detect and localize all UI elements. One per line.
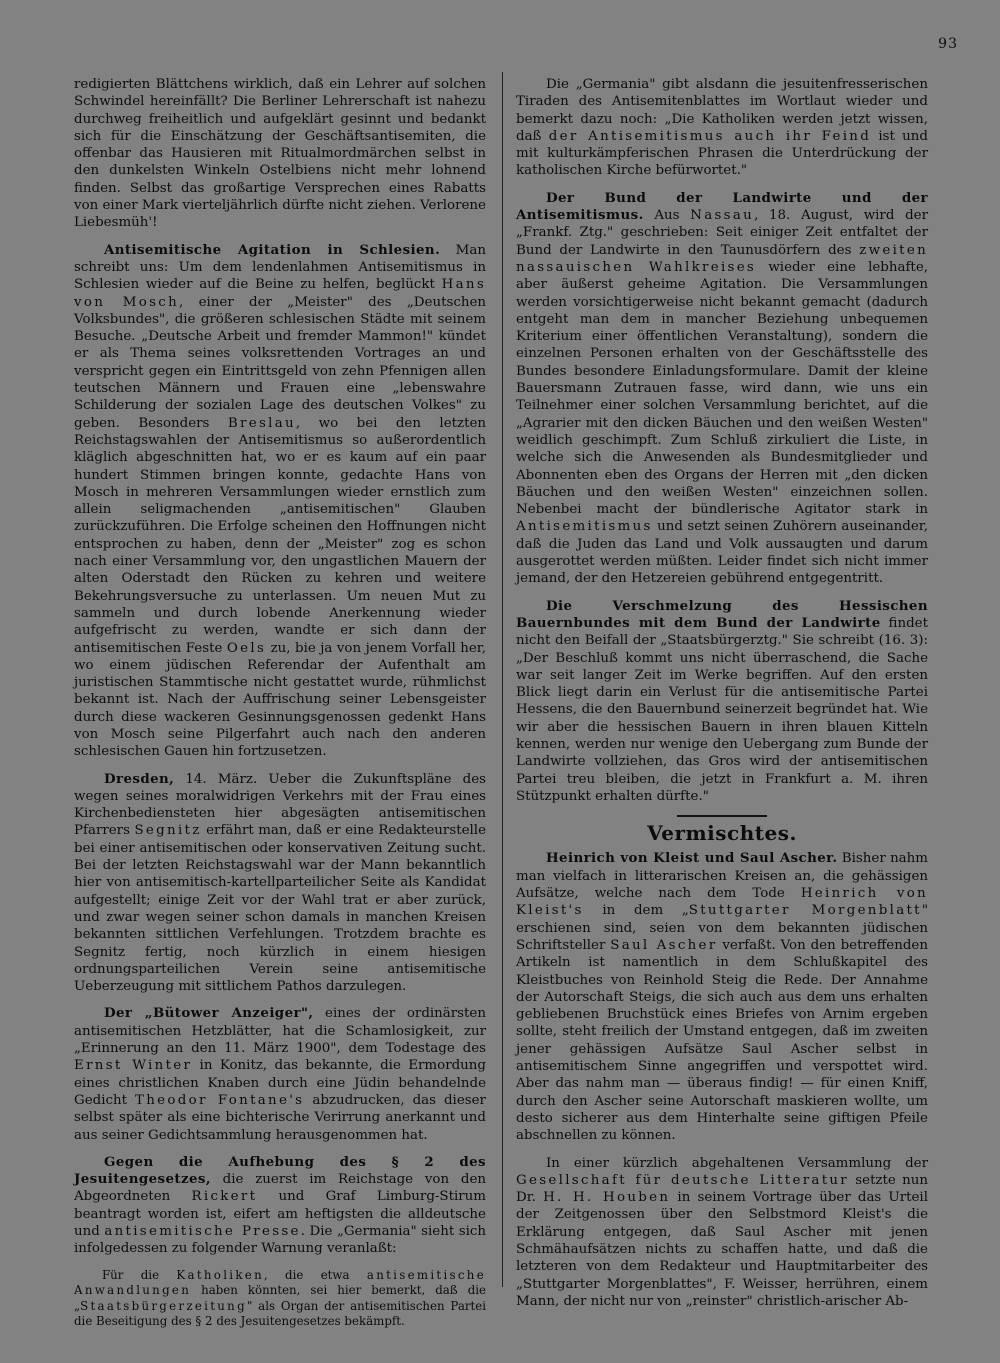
spaced-text: Saul Ascher (610, 937, 718, 953)
spaced-text: Ernst Winter (74, 1058, 193, 1074)
spaced-text: Nassau (690, 208, 755, 224)
left-column (74, 76, 486, 1340)
article-continuation: redigierten Blättchens wirklich, daß ein Lehrer auf solchen Schwindel hereinfällt? Die Berliner Lehrerschaft ist nahezu durchweg freiheitlich und aufgeklärt gesinnt und bedankt sich für die Einschätzung der Geschäftsantisemiten, die offenbar das Hausieren mit Ritualmordmärchen selbst in den dunkelsten Winkeln Ostelbiens nicht mehr lohnend finden. Selbst das großartige Versprechen eines Rabatts von einer Mark vierteljährlich dürfte nicht ziehen. Verlorene Liebesmüh'! (74, 77, 486, 231)
article-heading: Gegen die Aufhebung des § 2 des Jesuitengesetzes, (74, 1153, 486, 1188)
article-hessischer-bauernbund: Die Verschmelzung des Hessischen Bauernbundes mit dem Bund der Landwirte findet nicht den Beifall der „Staatsbürgerztg." Sie schreibt (16. 3): „Der Beschluß kommt uns nicht überraschend, die Sache war seit langer Zeit im Werke begriffen. Auf den ersten Blick liegt darin ein Verlust für die antisemitische Partei Hessens, die den Bauernbund seinerzeit begründet hat. Wie wir aber die hessischen Bauern in ihren blauen Kitteln kennen, werden nur wenige den Uebergang zum Bunde der Landwirte vollziehen, das Gros wird der antisemitischen Partei treu bleiben, die jetzt in Frankfurt a. M. ihren Stützpunkt erhalten dürfte." (516, 597, 928, 804)
spaced-text: Breslau (227, 415, 296, 431)
spaced-text: antisemitische Anwandlungen (74, 1267, 486, 1298)
page-number: 93 (938, 36, 958, 52)
germania-continuation: Die „Germania" gibt alsdann die jesuitenfresserischen Tiraden des Antisemitenblattes im Wortlaut wieder und bemerkt dazu noch: „Die Katholiken werden jetzt wissen, daß der Antisemitismus auch ihr Feind ist und mit kulturkämpferischen Phrasen die Unterdrückung der katholischen Kirche befürwortet." (516, 77, 928, 179)
spaced-text: Oels (226, 640, 267, 656)
column-divider (502, 72, 503, 1287)
right-column (516, 76, 928, 1320)
article-bund-der-landwirte: Der Bund der Landwirte und der Antisemitismus. Aus Nassau, 18. August, wird der „Frankf. Ztg." geschrieben: Seit einiger Zeit entfaltet der Bund der Landwirte in den Taunusdörfern des zweiten nassauischen Wahlkreises wieder eine lebhafte, aber äußerst geheime Agitation. Die Versammlungen werden vorsichtigerweise nicht bekannt gemacht (dadurch entgeht man dem in mancher Beziehung unbequemen Kriterium einer öffentlichen Veranstaltung), sondern die einzelnen Personen erhalten von der Geschäftsstelle des Bundes besondere Einladungsformulare. Damit der kleine Bauersmann Zutrauen fasse, wird dann, wie uns ein Teilnehmer einer solchen Versammlung berichtet, auf die „Agrarier mit den dicken Bäuchen und den weißen Westen" weidlich geschimpft. Zum Schluß zirkuliert die Liste, in welche sich die Anwesenden als Bundesmitglieder und Abonnenten eben des Organs der Herren mit „den dicken Bäuchen und den weißen Westen" einzeichnen sollen. Nebenbei macht der bündlerische Agitator stark in Antisemitismus und setzt seinen Zuhörern auseinander, daß die Juden das Land und Volk aussaugten und darum ausgerottet werden müßten. Leider findet sich nicht immer jemand, der den Hetzereien gebührend entgegentritt. (516, 189, 928, 587)
spaced-text: antisemitische Presse (104, 1224, 301, 1239)
article-heading: Der „Bütower Anzeiger", (104, 1005, 314, 1022)
article-dresden: Dresden, 14. März. Ueber die Zukunftspläne des wegen seines moralwidrigen Verkehrs mit der Frau eines Kirchenbediensteten hier abgesägten antisemitischen Pfarrers Segnitz erfährt man, daß er eine Redakteurstelle bei einer antisemitischen oder konservativen Zeitung sucht. Bei der letzten Reichstagswahl war der Mann bekanntlich hier von antisemitisch-kartellparteilicher Seite als Kandidat aufgestellt; einige Zeit vor der Wahl trat er aber zurück, und zwar wegen seiner schon damals in manchen Kreisen bekannten sittlichen Verfehlungen. Trotzdem brachte es Segnitz fertig, noch kürzlich in einem hiesigen ordnungsparteilichen Verein seine antisemitische Ueberzeugung mit sittlichem Pathos darzulegen. (74, 770, 486, 995)
article-kleist-continuation: In einer kürzlich abgehaltenen Versammlung der Gesellschaft für deutsche Litteratur setzte nun Dr. H. H. Houben in seinem Vortrage über das Urteil der Zeitgenossen über den Selbstmord Kleist's die Erklärung entgegen, daß Saul Ascher mit jenen Schmähaufsätzen nichts zu schaffen hatte, und daß die letzteren von dem Redakteur und Hauptmitarbeiter des „Stuttgarter Morgenblattes", F. Weisser, herrühren, einem Mann, der nicht nur von „reinster" christlich-arischer Ab- (516, 1155, 928, 1309)
article-jesuitengesetz: Gegen die Aufhebung des § 2 des Jesuitengesetzes, die zuerst im Reichstage von den Abgeordneten Rickert und Graf Limburg-Stirum beantragt worden ist, eifert am heftigsten die alldeutsche und antisemitische Presse. Die „Germania" sieht sich infolgedessen zu folgender Warnung veranlaßt: (74, 1153, 487, 1257)
article-heading: Die Verschmelzung des Hessischen Bauernbundes mit dem Bund der Landwirte (516, 597, 928, 631)
article-heading: Dresden, (104, 770, 175, 787)
spaced-text: Gesellschaft für deutsche Litteratur (516, 1172, 849, 1188)
spaced-text: Rickert (191, 1189, 258, 1205)
spaced-text: Katholiken (176, 1267, 264, 1282)
spaced-text: Staatsbürgerzeitung (80, 1298, 247, 1313)
spaced-text: Segnitz (134, 823, 202, 839)
article-kleist-ascher: Heinrich von Kleist und Saul Ascher. Bisher nahm man vielfach in litterarischen Kreisen an, die gehässigen Aufsätze, welche nach dem Tode Heinrich von Kleist's in dem „Stuttgarter Morgenblatt" erschienen sind, seien von dem bekannten jüdischen Schriftsteller Saul Ascher verfaßt. Von den betreffenden Artikeln ist namentlich in dem Schlußkapitel des Kleistbuches von Reinhold Steig die Rede. Der Annahme der Autorschaft Steigs, die sich auch aus dem uns erhalten gebliebenen Bruchstück eines Briefes von Arnim ergeben sollte, steht freilich der Umstand entgegen, daß im zweiten jener gehässigen Aufsätze Saul Ascher selbst in antisemitischem Sinne angegriffen und verspottet wird. Aber das nahm man — überaus findig! — für einen Kniff, durch den Ascher seine Autorschaft maskieren wollte, um desto sicherer aus dem Hinterhalte seine giftigen Pfeile abschnellen zu können. (516, 850, 929, 1144)
spaced-text: der Antisemitismus auch ihr Feind (548, 128, 872, 144)
article-heading: Der Bund der Landwirte und der Antisemitismus. (516, 189, 928, 224)
section-rule (677, 815, 767, 817)
article-schlesien: Antisemitische Agitation in Schlesien. Man schreibt uns: Um dem lendenlahmen Antisemitismus in Schlesien wieder auf die Beine zu helfen, beglückt Hans von Mosch, einer der „Meister" des „Deutschen Volksbundes", die größeren schlesischen Städte mit seinem Besuche. „Deutsche Arbeit und fremder Mammon!" kündet er als Thema seines volksrettenden Vortrages an und verspricht gegen ein Eintrittsgeld von zehn Pfennigen allen teutschen Männern und Frauen eine „lebenswahre Schilderung der sozialen Lage des deutschen Volkes" zu geben. Besonders Breslau, wo bei den letzten Reichstagswahlen der Antisemitismus so außerordentlich kläglich abgeschnitten hat, wo er es kaum auf ein paar hundert Stimmen bringen konnte, gedachte Hans von Mosch in mehreren Versammlungen wieder ernstlich zum allein seligmachenden „antisemitischen" Glauben zurückzuführen. Die Erfolge scheinen den Hoffnungen nicht entsprochen zu haben, denn der „Meister" zog es schon nach einer Versammlung vor, den ungastlichen Mauern der alten Oderstadt den Rücken zu kehren und weitere Bekehrungsversuche zu unterlassen. Um neuen Mut zu sammeln und durch lobende Anerkennung wieder aufgefrischt zu werden, wandte er sich dann der antisemitischen Feste Oels zu, bie ja von jenem Vorfall her, wo einem jüdischen Referendar der Aufenthalt am juristischen Stammtische nicht gestattet wurde, rühmlichst bekannt ist. Nach der Auffrischung seiner Lebensgeister durch diese wackeren Gesinnungsgenossen gedenkt Hans von Mosch seine Pilgerfahrt auch nach den anderen schlesischen Gauen hin fortzusetzen. (74, 241, 487, 760)
spaced-text: H. H. Houben (543, 1190, 671, 1206)
spaced-text: Antisemitismus (516, 519, 653, 535)
spaced-text: Heinrich von Kleist's (516, 886, 928, 919)
section-title: Vermischtes. (647, 821, 797, 846)
article-heading: Heinrich von Kleist und Saul Ascher. (546, 850, 838, 867)
spaced-text: zweiten nassauischen Wahlkreises (516, 242, 928, 275)
article-buetower-anzeiger: Der „Bütower Anzeiger", eines der ordinärsten antisemitischen Hetzblätter, hat die Schamlosigkeit, zur „Erinnerung an den 11. März 1900", dem Todestage des Ernst Winter in Konitz, das bekannte, die Ermordung eines christlichen Knaben durch eine Jüdin behandelnde Gedicht Theodor Fontane's abzudrucken, das dieser selbst später als eine bichterische Verirrung anerkannt und aus seiner Gedichtsammlung herausgenommen hat. (74, 1005, 486, 1143)
germania-quote: Für die Katholiken, die etwa antisemitische Anwandlungen haben könnten, sei hier bemerkt, daß die „Staatsbürgerzeitung" als Organ der antisemitischen Partei die Beseitigung des § 2 des Jesuitengesetzes bekämpft. (74, 1267, 486, 1329)
article-heading: Antisemitische Agitation in Schlesien. (104, 241, 441, 258)
spaced-text: Stuttgarter Morgenblatt (688, 903, 922, 919)
spaced-text: Hans von Mosch (74, 277, 486, 310)
spaced-text: Theodor Fontane's (134, 1092, 305, 1108)
